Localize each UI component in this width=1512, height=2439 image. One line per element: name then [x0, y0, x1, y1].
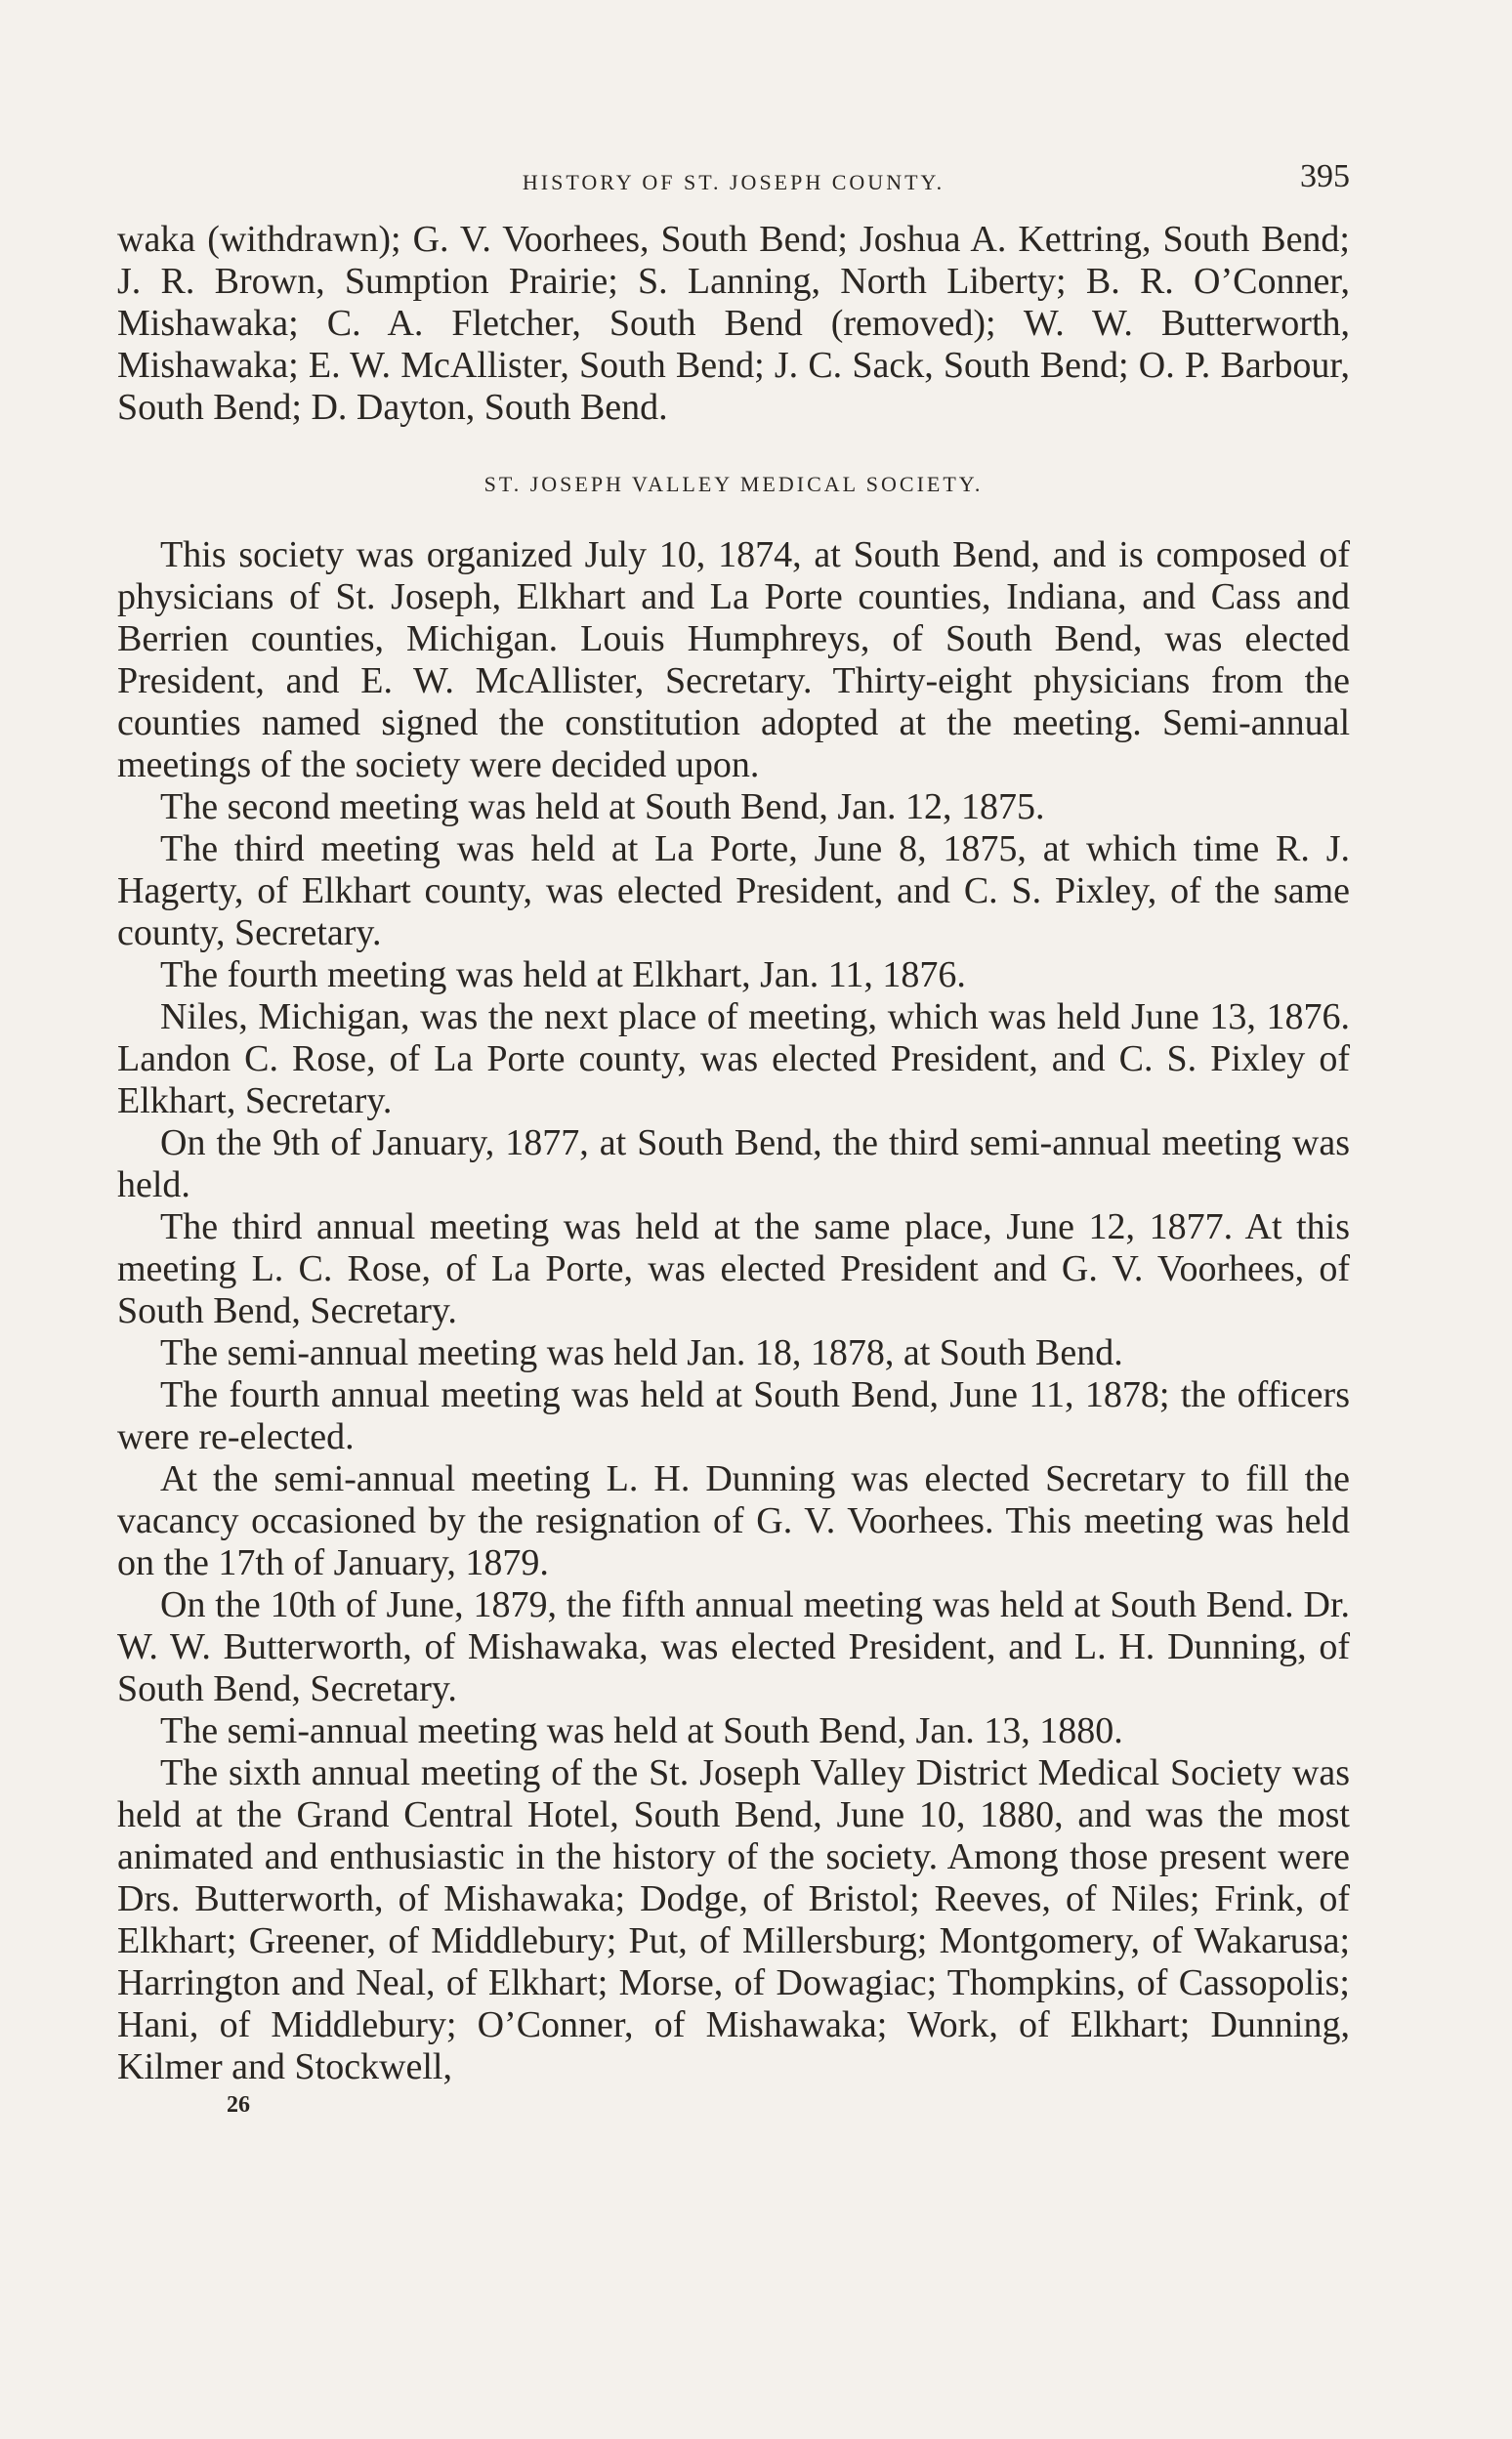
paragraph: The fourth meeting was held at Elkhart, Jan. 11, 1876. [160, 954, 966, 995]
paragraph: This society was organized July 10, 1874, at South Bend, and is composed of physicians of St. Joseph, Elkhart and La Porte counties, Indiana, and Cass and Berrien counties, Michigan. Louis Humphreys, of South Bend, was elected President, and E. W. McAllister, Secretary. Thirty-eight physicians from the counties named signed the constitution adopted at the meeting. Semi-annual meetings of the society were decided upon. [117, 534, 1350, 785]
paragraph: The semi-annual meeting was held at South Bend, Jan. 13, 1880. [160, 1710, 1123, 1751]
signature-mark: 26 [227, 2092, 250, 2118]
paragraph: The third meeting was held at La Porte, June 8, 1875, at which time R. J. Hagerty, of Elkhart county, was elected President, and C. S. Pixley, of the same county, Secretary. [117, 828, 1350, 953]
intro-paragraph: waka (withdrawn); G. V. Voorhees, South Bend; Joshua A. Kettring, South Bend; J. R. Brown, Sumption Prairie; S. Lanning, North Liberty; B. R. O’Conner, Mishawaka; C. A. Fletcher, South Bend (removed); W. W. Butterworth, Mishawaka; E. W. McAllister, South Bend; J. C. Sack, South Bend; O. P. Barbour, South Bend; D. Dayton, South Bend. [117, 219, 1350, 428]
page-number: 395 [1300, 158, 1350, 194]
paragraph: On the 10th of June, 1879, the fifth annual meeting was held at South Bend. Dr. W. W. Butterworth, of Mishawaka, was elected President, and L. H. Dunning, of South Bend, Secretary. [117, 1584, 1350, 1709]
book-page [117, 156, 1350, 2119]
paragraph: The fourth annual meeting was held at South Bend, June 11, 1878; the officers were re-elected. [117, 1374, 1350, 1457]
paragraph: The third annual meeting was held at the same place, June 12, 1877. At this meeting L. C. Rose, of La Porte, was elected President and G. V. Voorhees, of South Bend, Secretary. [117, 1206, 1350, 1331]
running-title: HISTORY OF ST. JOSEPH COUNTY. [522, 170, 945, 194]
paragraph: The sixth annual meeting of the St. Joseph Valley District Medical Society was held at the Grand Central Hotel, South Bend, June 10, 1880, and was the most animated and enthusiastic in the history of the society. Among those present were Drs. Butterworth, of Mishawaka; Dodge, of Bristol; Reeves, of Niles; Frink, of Elkhart; Greener, of Middlebury; Put, of Millersburg; Montgomery, of Wakarusa; Harrington and Neal, of Elkhart; Morse, of Dowagiac; Thompkins, of Cassopolis; Hani, of Middlebury; O’Conner, of Mishawaka; Work, of Elkhart; Dunning, Kilmer and Stockwell, [117, 1752, 1350, 2087]
paragraph: On the 9th of January, 1877, at South Bend, the third semi-annual meeting was held. [117, 1122, 1350, 1205]
section-heading: ST. JOSEPH VALLEY MEDICAL SOCIETY. [483, 472, 984, 496]
paragraph: The semi-annual meeting was held Jan. 18, 1878, at South Bend. [160, 1332, 1123, 1373]
section-body [117, 534, 1350, 2088]
paragraph: The second meeting was held at South Bend, Jan. 12, 1875. [160, 786, 1045, 827]
paragraph: Niles, Michigan, was the next place of meeting, which was held June 13, 1876. Landon C. Rose, of La Porte county, was elected President, and C. S. Pixley of Elkhart, Secretary. [117, 996, 1350, 1121]
running-head [117, 156, 1350, 195]
paragraph: At the semi-annual meeting L. H. Dunning was elected Secretary to fill the vacancy occasioned by the resignation of G. V. Voorhees. This meeting was held on the 17th of January, 1879. [117, 1458, 1350, 1583]
